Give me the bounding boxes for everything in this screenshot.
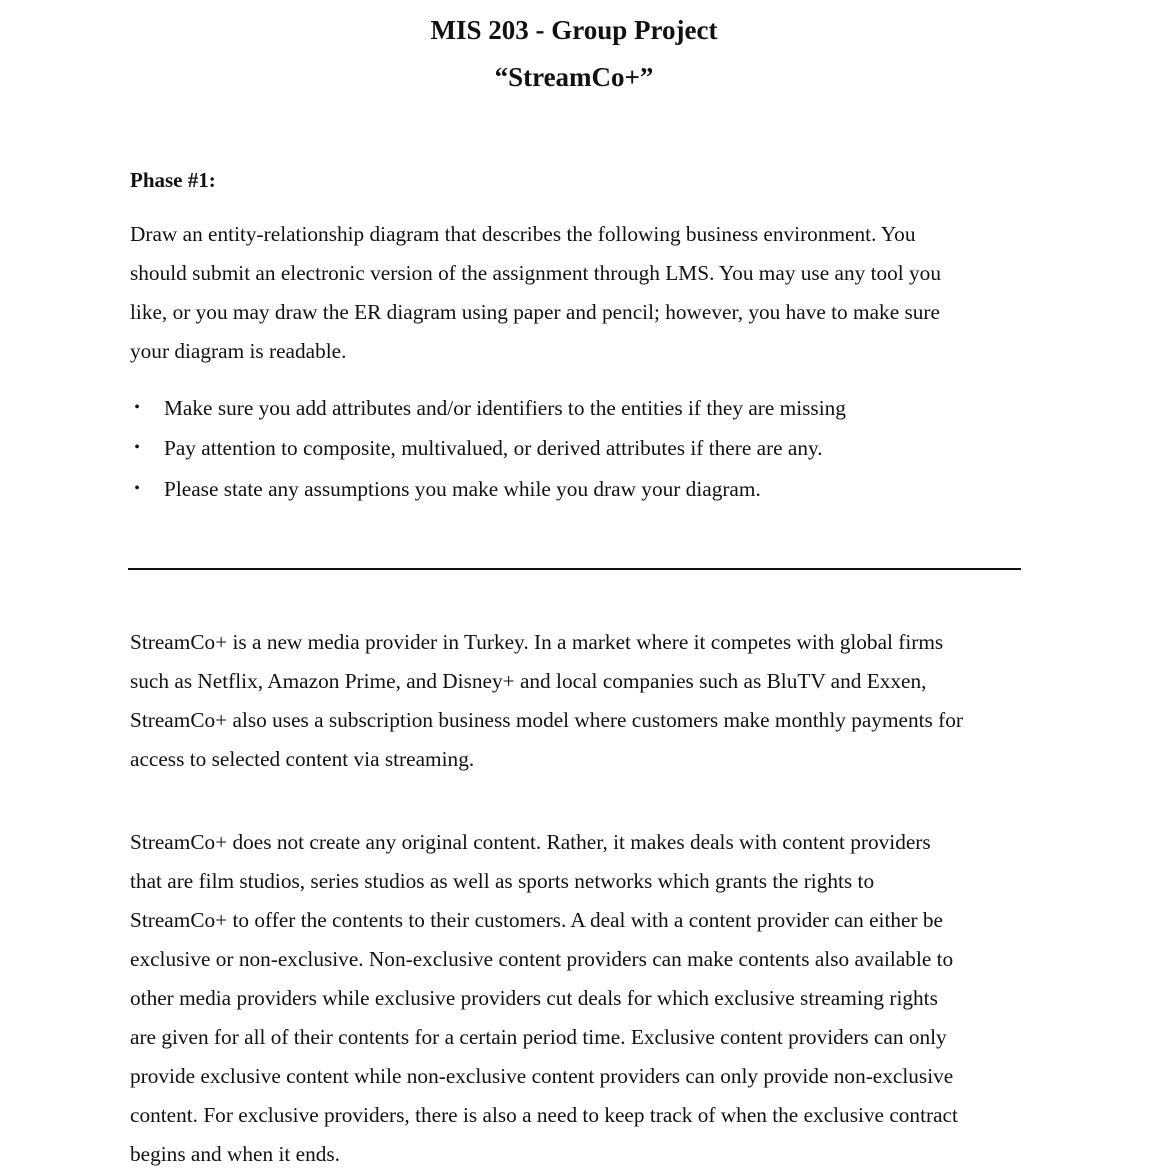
instruction-item (130, 388, 1020, 428)
instruction-list (130, 388, 1020, 509)
paragraph-line: StreamCo+ also uses a subscription business model where customers make monthly payments for (130, 708, 963, 732)
intro-line: Draw an entity-relationship diagram that describes the following business environment. You (130, 222, 916, 246)
paragraph-line: that are film studios, series studios as well as sports networks which grants the rights to (130, 869, 875, 893)
document-title: MIS 203 - Group Project (430, 15, 718, 45)
paragraph-line: are given for all of their contents for a certain period time. Exclusive content providers can only (130, 1025, 947, 1049)
paragraph-line: StreamCo+ is a new media provider in Turkey. In a market where it competes with global firms (130, 630, 944, 654)
intro-paragraph (130, 215, 1020, 371)
phase-heading: Phase #1: (130, 168, 216, 192)
bullet-icon: • (134, 399, 140, 416)
paragraph-line: access to selected content via streaming. (130, 747, 475, 771)
body-paragraph-2 (130, 823, 1020, 1174)
paragraph-line: other media providers while exclusive providers cut deals for which exclusive streaming rights (130, 986, 938, 1010)
paragraph-line: content. For exclusive providers, there is also a need to keep track of when the exclusive contract (130, 1103, 958, 1127)
instruction-text: Pay attention to composite, multivalued, or derived attributes if there are any. (164, 436, 823, 460)
paragraph-line: begins and when it ends. (130, 1142, 340, 1166)
paragraph-line: StreamCo+ to offer the contents to their customers. A deal with a content provider can either be (130, 908, 943, 932)
bullet-icon: • (134, 439, 140, 456)
section-divider (128, 568, 1021, 570)
intro-line: like, or you may draw the ER diagram using paper and pencil; however, you have to make sure (130, 300, 940, 324)
body-paragraph-1 (130, 623, 1020, 779)
paragraph-line: provide exclusive content while non-exclusive content providers can only provide non-exclusive (130, 1064, 954, 1088)
intro-line: your diagram is readable. (130, 339, 347, 363)
paragraph-line: StreamCo+ does not create any original content. Rather, it makes deals with content providers (130, 830, 931, 854)
intro-line: should submit an electronic version of the assignment through LMS. You may use any tool you (130, 261, 941, 285)
paragraph-line: such as Netflix, Amazon Prime, and Disney+ and local companies such as BluTV and Exxen, (130, 669, 927, 693)
instruction-text: Please state any assumptions you make while you draw your diagram. (164, 477, 761, 501)
instruction-item (130, 469, 1020, 509)
bullet-icon: • (134, 480, 140, 497)
project-name: “StreamCo+” (494, 62, 654, 92)
paragraph-line: exclusive or non-exclusive. Non-exclusive content providers can make contents also available to (130, 947, 954, 971)
instruction-text: Make sure you add attributes and/or identifiers to the entities if they are missing (164, 396, 846, 420)
instruction-item (130, 428, 1020, 469)
